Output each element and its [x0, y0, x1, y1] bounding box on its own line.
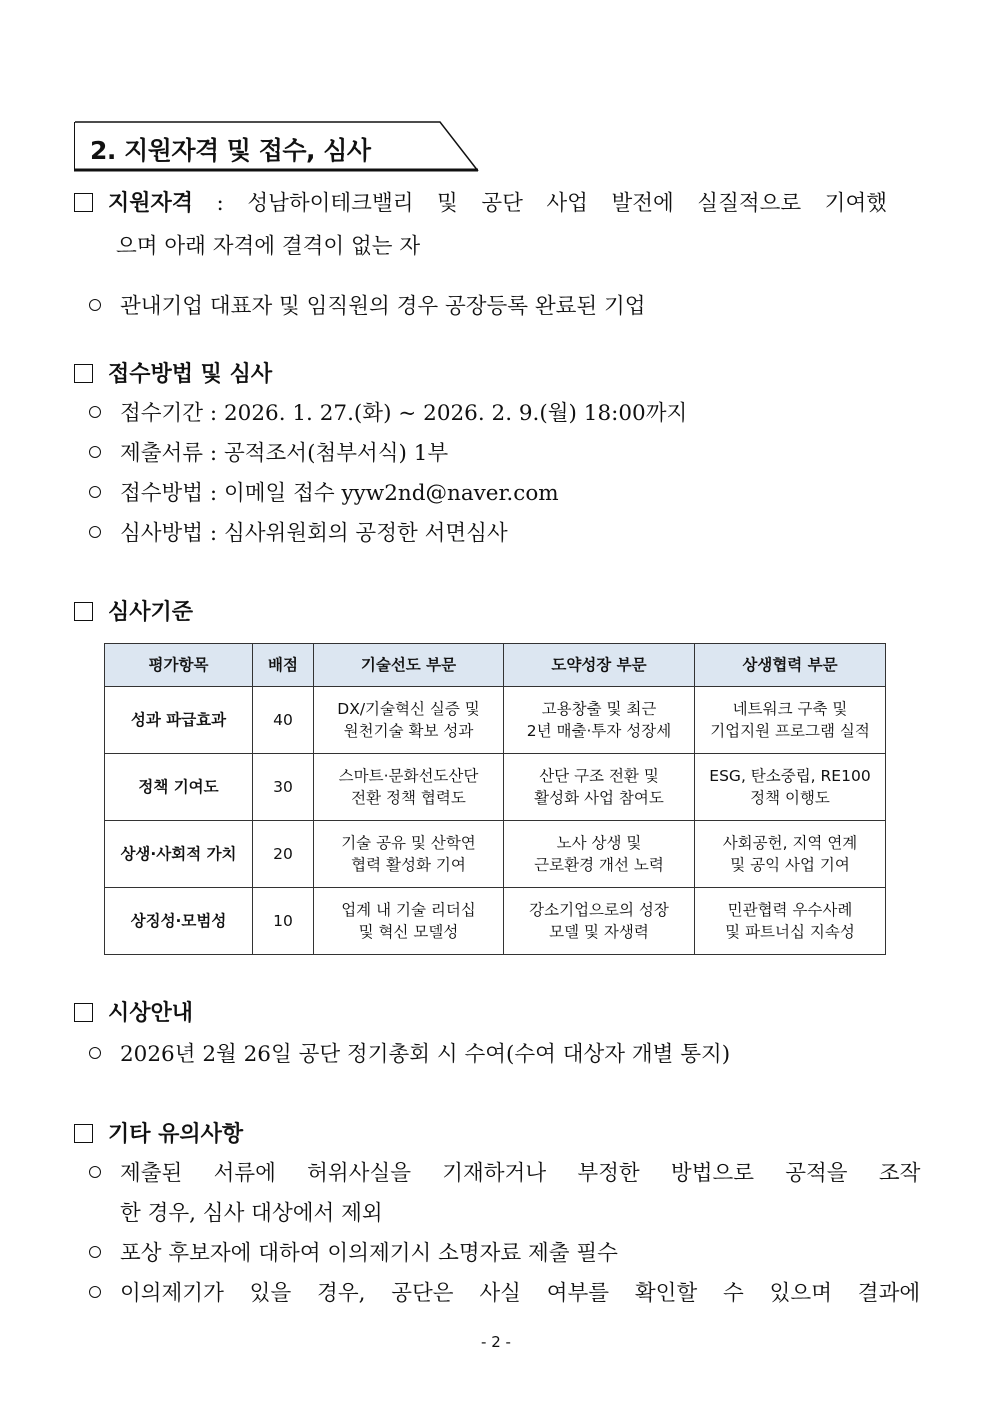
eligibility-bullet: 관내기업 대표자 및 임직원의 경우 공장등록 완료된 기업 [120, 294, 646, 319]
cell-line: 근로환경 개선 노력 [534, 856, 664, 874]
row-coop [695, 821, 886, 888]
row-score: 20 [253, 821, 314, 888]
reception-heading: 접수방법 및 심사 [108, 362, 273, 387]
row-item: 상생·사회적 가치 [105, 821, 253, 888]
row-item: 상징성·모범성 [105, 888, 253, 955]
row-score: 40 [253, 687, 314, 754]
cell-line: 스마트·문화선도산단 [338, 767, 479, 785]
reception-item-review: 심사방법 : 심사위원회의 공정한 서면심사 [120, 521, 508, 546]
bullet-icon [89, 486, 101, 498]
cell-line: 기술 공유 및 산학연 [341, 834, 476, 852]
header-score: 배점 [253, 644, 314, 687]
table-row [105, 754, 886, 821]
row-growth [504, 687, 695, 754]
cell-line: 전환 정책 협력도 [351, 789, 466, 807]
notes-item2: 포상 후보자에 대하여 이의제기시 소명자료 제출 필수 [120, 1241, 618, 1266]
cell-line: 원천기술 확보 성과 [343, 722, 474, 740]
page-number: - 2 - [481, 1333, 511, 1351]
notes-heading: 기타 유의사항 [108, 1122, 244, 1147]
cell-line: 네트워크 구축 및 [732, 700, 848, 718]
cell-line: 모델 및 자생력 [549, 923, 649, 941]
eligibility-heading: 지원자격 [108, 191, 194, 216]
cell-line: 및 혁신 모델성 [358, 923, 459, 941]
bullet-icon [89, 1286, 101, 1298]
cell-line: 협력 활성화 기여 [351, 856, 466, 874]
cell-line: DX/기술혁신 실증 및 [337, 700, 480, 718]
bullet-icon [89, 446, 101, 458]
criteria-heading: 심사기준 [108, 600, 194, 625]
row-growth [504, 754, 695, 821]
table-row [105, 821, 886, 888]
checkbox-criteria [74, 602, 93, 621]
notes-item1-line1: 제출된 서류에 허위사실을 기재하거나 부정한 방법으로 공적을 조작 [120, 1161, 921, 1186]
award-bullet: 2026년 2월 26일 공단 정기총회 시 수여(수여 대상자 개별 통지) [120, 1042, 731, 1067]
cell-line: 고용창출 및 최근 [541, 700, 657, 718]
row-score: 10 [253, 888, 314, 955]
reception-item-method: 접수방법 : 이메일 접수 yyw2nd@naver.com [120, 481, 559, 506]
cell-line: ESG, 탄소중립, RE100 [709, 767, 871, 785]
row-growth [504, 888, 695, 955]
eligibility-line1 [108, 186, 887, 217]
cell-line: 기업지원 프로그램 실적 [710, 722, 870, 740]
cell-line: 사회공헌, 지역 연계 [722, 834, 858, 852]
notes-item1-line2: 한 경우, 심사 대상에서 제외 [120, 1201, 383, 1226]
reception-item-period: 접수기간 : 2026. 1. 27.(화) ~ 2026. 2. 9.(월) 18:00까지 [120, 401, 688, 426]
row-score: 30 [253, 754, 314, 821]
cell-line: 활성화 사업 참여도 [534, 789, 664, 807]
row-coop [695, 754, 886, 821]
reception-item-documents: 제출서류 : 공적조서(첨부서식) 1부 [120, 441, 449, 466]
section-title-box [74, 121, 480, 173]
section-title: 2. 지원자격 및 접수, 심사 [90, 136, 371, 165]
cell-line: 노사 상생 및 [556, 834, 642, 852]
checkbox-award [74, 1003, 93, 1022]
award-heading: 시상안내 [108, 1001, 194, 1026]
bullet-icon [89, 526, 101, 538]
header-item: 평가항목 [105, 644, 253, 687]
checkbox-reception [74, 364, 93, 383]
eligibility-text-line1: : 성남하이테크밸리 및 공단 사업 발전에 실질적으로 기여했 [193, 191, 887, 216]
table-row [105, 888, 886, 955]
cell-line: 2년 매출·투자 성장세 [526, 722, 672, 740]
header-growth: 도약성장 부문 [504, 644, 695, 687]
row-tech [314, 754, 504, 821]
header-coop: 상생협력 부문 [695, 644, 886, 687]
row-tech [314, 687, 504, 754]
cell-line: 및 파트너십 지속성 [725, 923, 855, 941]
table-header-row [105, 644, 886, 687]
bullet-icon [89, 299, 101, 311]
checkbox-eligibility [74, 193, 93, 212]
table-row [105, 687, 886, 754]
eligibility-text-line2: 으며 아래 자격에 결격이 없는 자 [116, 234, 421, 259]
row-tech [314, 821, 504, 888]
checkbox-notes [74, 1124, 93, 1143]
row-coop [695, 687, 886, 754]
bullet-icon [89, 1246, 101, 1258]
row-growth [504, 821, 695, 888]
bullet-icon [89, 1047, 101, 1059]
cell-line: 정책 이행도 [750, 789, 830, 807]
bullet-icon [89, 406, 101, 418]
cell-line: 강소기업으로의 성장 [529, 901, 669, 919]
cell-line: 업계 내 기술 리더십 [341, 901, 476, 919]
row-tech [314, 888, 504, 955]
cell-line: 및 공익 사업 기여 [730, 856, 850, 874]
row-coop [695, 888, 886, 955]
notes-item3: 이의제기가 있을 경우, 공단은 사실 여부를 확인할 수 있으며 결과에 [120, 1281, 921, 1306]
row-item: 성과 파급효과 [105, 687, 253, 754]
bullet-icon [89, 1166, 101, 1178]
header-tech: 기술선도 부문 [314, 644, 504, 687]
cell-line: 산단 구조 전환 및 [539, 767, 659, 785]
row-item: 정책 기여도 [105, 754, 253, 821]
cell-line: 민관협력 우수사례 [727, 901, 853, 919]
criteria-table [104, 643, 886, 955]
